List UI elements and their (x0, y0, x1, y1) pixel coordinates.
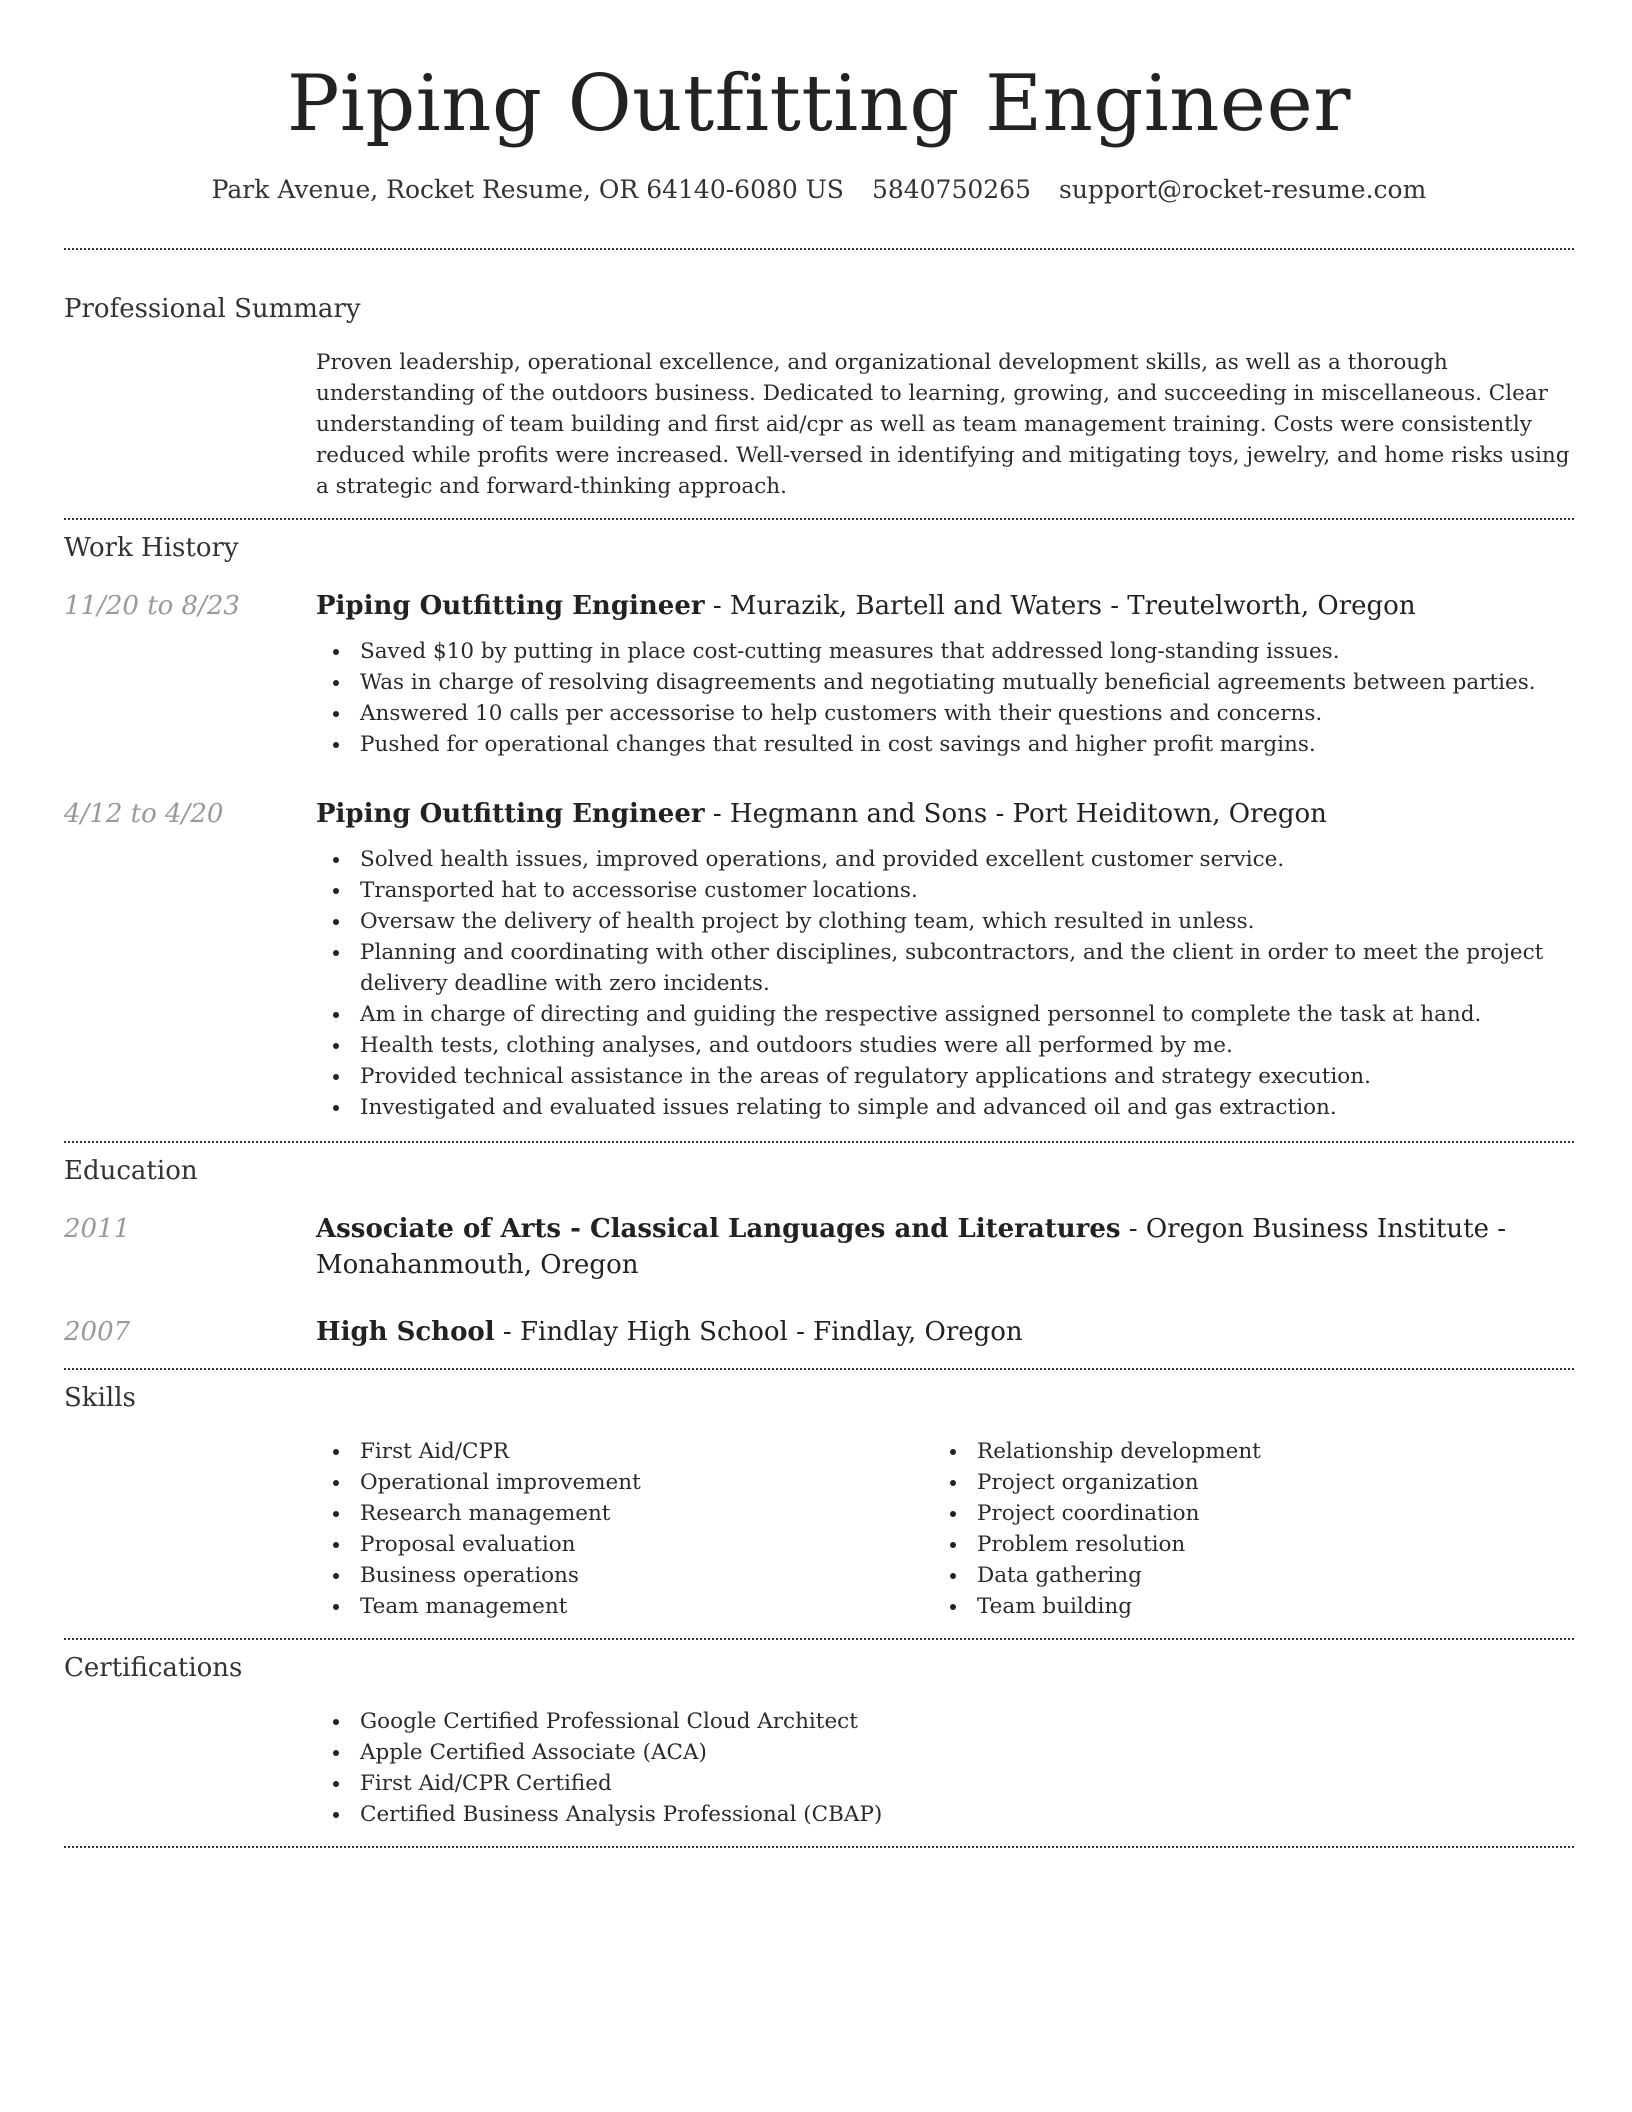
job-title: Piping Outfitting Engineer (316, 799, 705, 829)
divider (64, 1638, 1574, 1640)
section-title-work: Work History (64, 533, 239, 563)
list-item: Pushed for operational changes that resulted in cost savings and higher profit margins. (316, 729, 1574, 760)
list-item: Health tests, clothing analyses, and outdoors studies were all performed by me. (316, 1030, 1574, 1061)
list-item: First Aid/CPR Certified (316, 1768, 1574, 1799)
list-item: First Aid/CPR (316, 1436, 933, 1467)
section-title-education: Education (64, 1156, 198, 1186)
section-title-certifications: Certifications (64, 1653, 243, 1683)
list-item: Google Certified Professional Cloud Architect (316, 1706, 1574, 1737)
contact-phone: 5840750265 (871, 175, 1031, 204)
skills-column (933, 1436, 1550, 1622)
list-item: Transported hat to accessorise customer locations. (316, 875, 1574, 906)
job-bullets (316, 636, 1574, 760)
education-school: - Oregon Business Institute - Monahanmouth, Oregon (316, 1214, 1507, 1280)
list-item: Oversaw the delivery of health project by clothing team, which resulted in unless. (316, 906, 1574, 937)
list-item: Team building (933, 1591, 1550, 1622)
list-item: Team management (316, 1591, 933, 1622)
certifications-list (316, 1706, 1574, 1830)
summary-text: Proven leadership, operational excellence, and organizational development skills, as well as a thorough understanding of the outdoors business. Dedicated to learning, growing, and succeeding in miscellaneous. Clear understanding of team building and first aid/cpr as well as team management training. Costs were consistently reduced while profits were increased. Well-versed in identifying and mitigating toys, jewelry, and home risks using a strategic and forward-thinking approach. (316, 350, 1570, 499)
list-item: Problem resolution (933, 1529, 1550, 1560)
divider (64, 1368, 1574, 1370)
list-item: Certified Business Analysis Professional (CBAP) (316, 1799, 1574, 1830)
divider (64, 518, 1574, 520)
list-item: Business operations (316, 1560, 933, 1591)
job-bullets (316, 844, 1574, 1123)
job-entry (64, 588, 1574, 760)
section-title-skills: Skills (64, 1383, 136, 1413)
list-item: Answered 10 calls per accessorise to help customers with their questions and concerns. (316, 698, 1574, 729)
job-dates: 11/20 to 8/23 (64, 591, 240, 621)
list-item: Apple Certified Associate (ACA) (316, 1737, 1574, 1768)
divider (64, 248, 1574, 250)
education-degree: Associate of Arts - Classical Languages and Literatures (316, 1214, 1121, 1244)
list-item: Provided technical assistance in the areas of regulatory applications and strategy execution. (316, 1061, 1574, 1092)
divider (64, 1846, 1574, 1848)
list-item: Research management (316, 1498, 933, 1529)
job-dates: 4/12 to 4/20 (64, 799, 224, 829)
skills-grid (316, 1436, 1574, 1622)
job-title: Piping Outfitting Engineer (316, 591, 705, 621)
job-entry (64, 796, 1574, 1123)
section-title-summary: Professional Summary (64, 294, 361, 324)
list-item: Planning and coordinating with other disciplines, subcontractors, and the client in order to meet the project delivery deadline with zero incidents. (316, 937, 1574, 999)
list-item: Data gathering (933, 1560, 1550, 1591)
list-item: Investigated and evaluated issues relating to simple and advanced oil and gas extraction. (316, 1092, 1574, 1123)
education-heading (316, 1211, 1574, 1283)
education-school: - Findlay High School - Findlay, Oregon (494, 1317, 1023, 1347)
job-employer: - Murazik, Bartell and Waters - Treutelworth, Oregon (704, 591, 1416, 621)
education-degree: High School (316, 1317, 495, 1347)
contact-line (64, 172, 1574, 208)
education-year: 2011 (64, 1214, 131, 1244)
job-heading (316, 588, 1574, 624)
job-employer: - Hegmann and Sons - Port Heiditown, Oregon (704, 799, 1327, 829)
list-item: Proposal evaluation (316, 1529, 933, 1560)
list-item: Am in charge of directing and guiding the respective assigned personnel to complete the task at hand. (316, 999, 1574, 1030)
contact-address: Park Avenue, Rocket Resume, OR 64140-6080 US (211, 175, 844, 204)
education-entry (64, 1314, 1574, 1350)
education-heading (316, 1314, 1574, 1350)
skills-column (316, 1436, 933, 1622)
list-item: Relationship development (933, 1436, 1550, 1467)
divider (64, 1141, 1574, 1143)
contact-email: support@rocket-resume.com (1059, 175, 1427, 204)
list-item: Project organization (933, 1467, 1550, 1498)
list-item: Project coordination (933, 1498, 1550, 1529)
list-item: Operational improvement (316, 1467, 933, 1498)
education-year: 2007 (64, 1317, 131, 1347)
education-entry (64, 1211, 1574, 1283)
resume-page (64, 0, 1574, 1848)
list-item: Solved health issues, improved operations, and provided excellent customer service. (316, 844, 1574, 875)
list-item: Saved $10 by putting in place cost-cutting measures that addressed long-standing issues. (316, 636, 1574, 667)
job-heading (316, 796, 1574, 832)
list-item: Was in charge of resolving disagreements and negotiating mutually beneficial agreements between parties. (316, 667, 1574, 698)
resume-name: Piping Outfitting Engineer (286, 59, 1352, 149)
